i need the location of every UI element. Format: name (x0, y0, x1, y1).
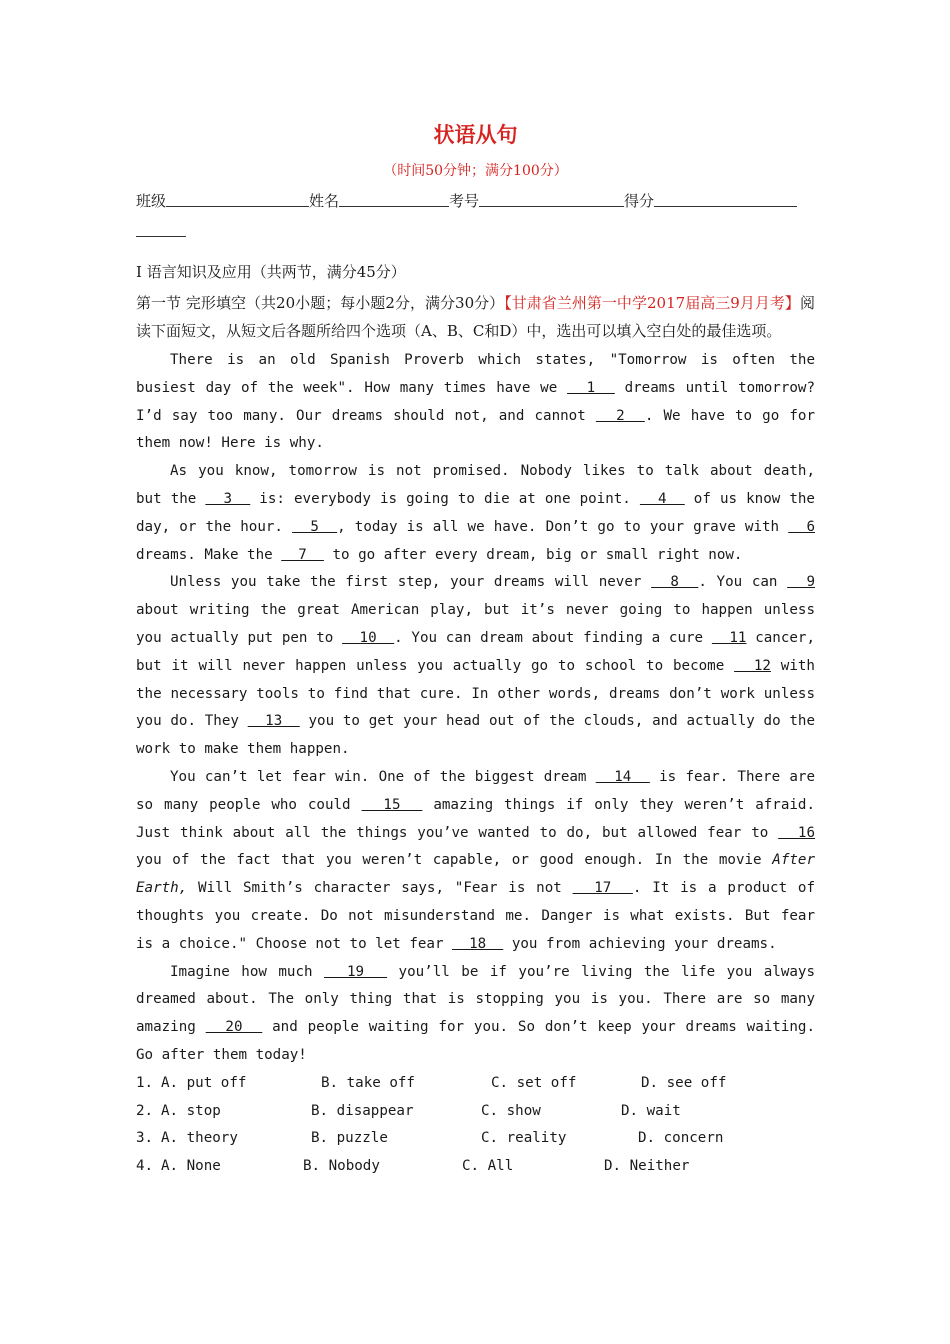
blank-1: 1 (567, 379, 615, 396)
blank-11: 11 (711, 629, 747, 646)
score-blank (654, 188, 797, 207)
passage-paragraph-5: Imagine how much 19 you’ll be if you’re living the life you always dreamed about. The only thing that is stopping you is you. There are so many amazing 20 and people waiting for you. So don’t keep your dreams waiting. Go after them today! (136, 963, 816, 1063)
blank-15: 15 (361, 796, 423, 813)
name-blank (339, 188, 449, 207)
blank-3: 3 (205, 490, 251, 507)
option-a[interactable]: A. theory (161, 1130, 238, 1147)
question-row (136, 1125, 815, 1153)
question-row (136, 1070, 815, 1098)
option-b[interactable]: B. take off (321, 1074, 415, 1091)
blank-7: 7 (281, 546, 324, 563)
blank-20: 20 (205, 1019, 263, 1036)
option-c[interactable]: C. show (481, 1102, 541, 1119)
student-info-row (136, 188, 815, 214)
blank-6: 6 (788, 518, 816, 535)
option-b[interactable]: B. Nobody (303, 1158, 380, 1175)
option-c[interactable]: C. reality (481, 1130, 567, 1147)
number-blank (479, 188, 624, 207)
number-label: 考号 (449, 192, 480, 210)
blank-9: 9 (787, 574, 816, 591)
question-row (136, 1098, 815, 1126)
question-row (136, 1153, 815, 1181)
option-b[interactable]: B. disappear (311, 1102, 414, 1119)
blank-13: 13 (247, 713, 300, 730)
blank-16: 16 (778, 824, 815, 841)
worksheet (136, 120, 815, 1181)
class-blank (166, 188, 309, 207)
score-label: 得分 (624, 192, 655, 210)
section-heading: I 语言知识及应用（共两节，满分45分） (136, 263, 406, 281)
blank-5: 5 (292, 518, 338, 535)
option-d[interactable]: D. see off (641, 1074, 727, 1091)
passage-paragraph-3: Unless you take the first step, your dreams will never 8 . You can 9 about writing the great American play, but it’s never going to happen unless you actually put pen to 10 . You can dream about finding a cure 11 cancer, but it will never happen unless you actually go to school to become 12 with the necessary tools to find that cure. In other words, dreams don’t work unless you do. They 13 you to get your head out of the clouds, and actually do the work to make them happen. (136, 574, 816, 758)
name-label: 姓名 (309, 192, 340, 210)
question-number: 1. (136, 1074, 154, 1091)
instruction-text: 阅读下面短文，从短文后各题所给四个选项（A、B、C和D）中，选出可以填入空白处的最佳选项。 (136, 294, 815, 340)
blank-14: 14 (595, 768, 650, 785)
option-a[interactable]: A. None (161, 1158, 221, 1175)
question-number: 3. (136, 1130, 154, 1147)
option-b[interactable]: B. puzzle (311, 1130, 388, 1147)
passage-paragraph-2: As you know, tomorrow is not promised. Nobody likes to talk about death, but the 3 is: everybody is going to die at one point. 4 of us know the day, or the hour. 5 , today is all we have. Don’t go to your grave with 6 dreams. Make the 7 to go after every dream, big or small right now. (136, 463, 816, 563)
class-label: 班级 (136, 192, 167, 210)
score-blank-continuation (136, 234, 186, 237)
passage-paragraph-4: You can’t let fear win. One of the biggest dream 14 is fear. There are so many people who could 15 amazing things if only they weren’t afraid. Just think about all the things you’ve wanted to do, but allowed fear to 16 you of the fact that you weren’t capable, or good enough. In the movie After Earth, Will Smith’s character says, "Fear is not 17 . It is a product of thoughts you create. Do not misunderstand me. Danger is what exists. But fear is a choice." Choose not to let fear 18 you from achieving your dreams. (136, 768, 816, 952)
section-instructions (136, 289, 815, 345)
section-prefix: 第一节 完形填空（共20小题；每小题2分，满分30分） (136, 294, 505, 312)
blank-12: 12 (734, 657, 771, 674)
passage-paragraph-1: There is an old Spanish Proverb which states, "Tomorrow is often the busiest day of the week". How many times have we 1 dreams until tomorrow? I’d say too many. Our dreams should not, and cannot 2 . We have to go for them now! Here is why. (136, 352, 815, 452)
option-d[interactable]: D. wait (621, 1102, 681, 1119)
option-d[interactable]: D. concern (638, 1130, 724, 1147)
option-a[interactable]: A. put off (161, 1074, 247, 1091)
blank-2: 2 (595, 407, 645, 424)
blank-4: 4 (639, 490, 685, 507)
page-title: 状语从句 (433, 122, 518, 147)
blank-10: 10 (342, 629, 395, 646)
blank-18: 18 (452, 935, 504, 952)
page-subtitle: （时间50分钟；满分100分） (383, 163, 568, 179)
blank-19: 19 (324, 963, 388, 980)
option-c[interactable]: C. set off (491, 1074, 577, 1091)
question-options (136, 1070, 815, 1181)
option-a[interactable]: A. stop (161, 1102, 221, 1119)
movie-title: After Earth, (136, 852, 815, 897)
option-c[interactable]: C. All (462, 1158, 514, 1175)
blank-17: 17 (572, 880, 633, 897)
option-d[interactable]: D. Neither (604, 1158, 690, 1175)
question-number: 2. (136, 1102, 154, 1119)
blank-8: 8 (651, 574, 699, 591)
question-number: 4. (136, 1158, 154, 1175)
source-note: 【甘肃省兰州第一中学2017届高三9月月考】 (504, 294, 800, 312)
